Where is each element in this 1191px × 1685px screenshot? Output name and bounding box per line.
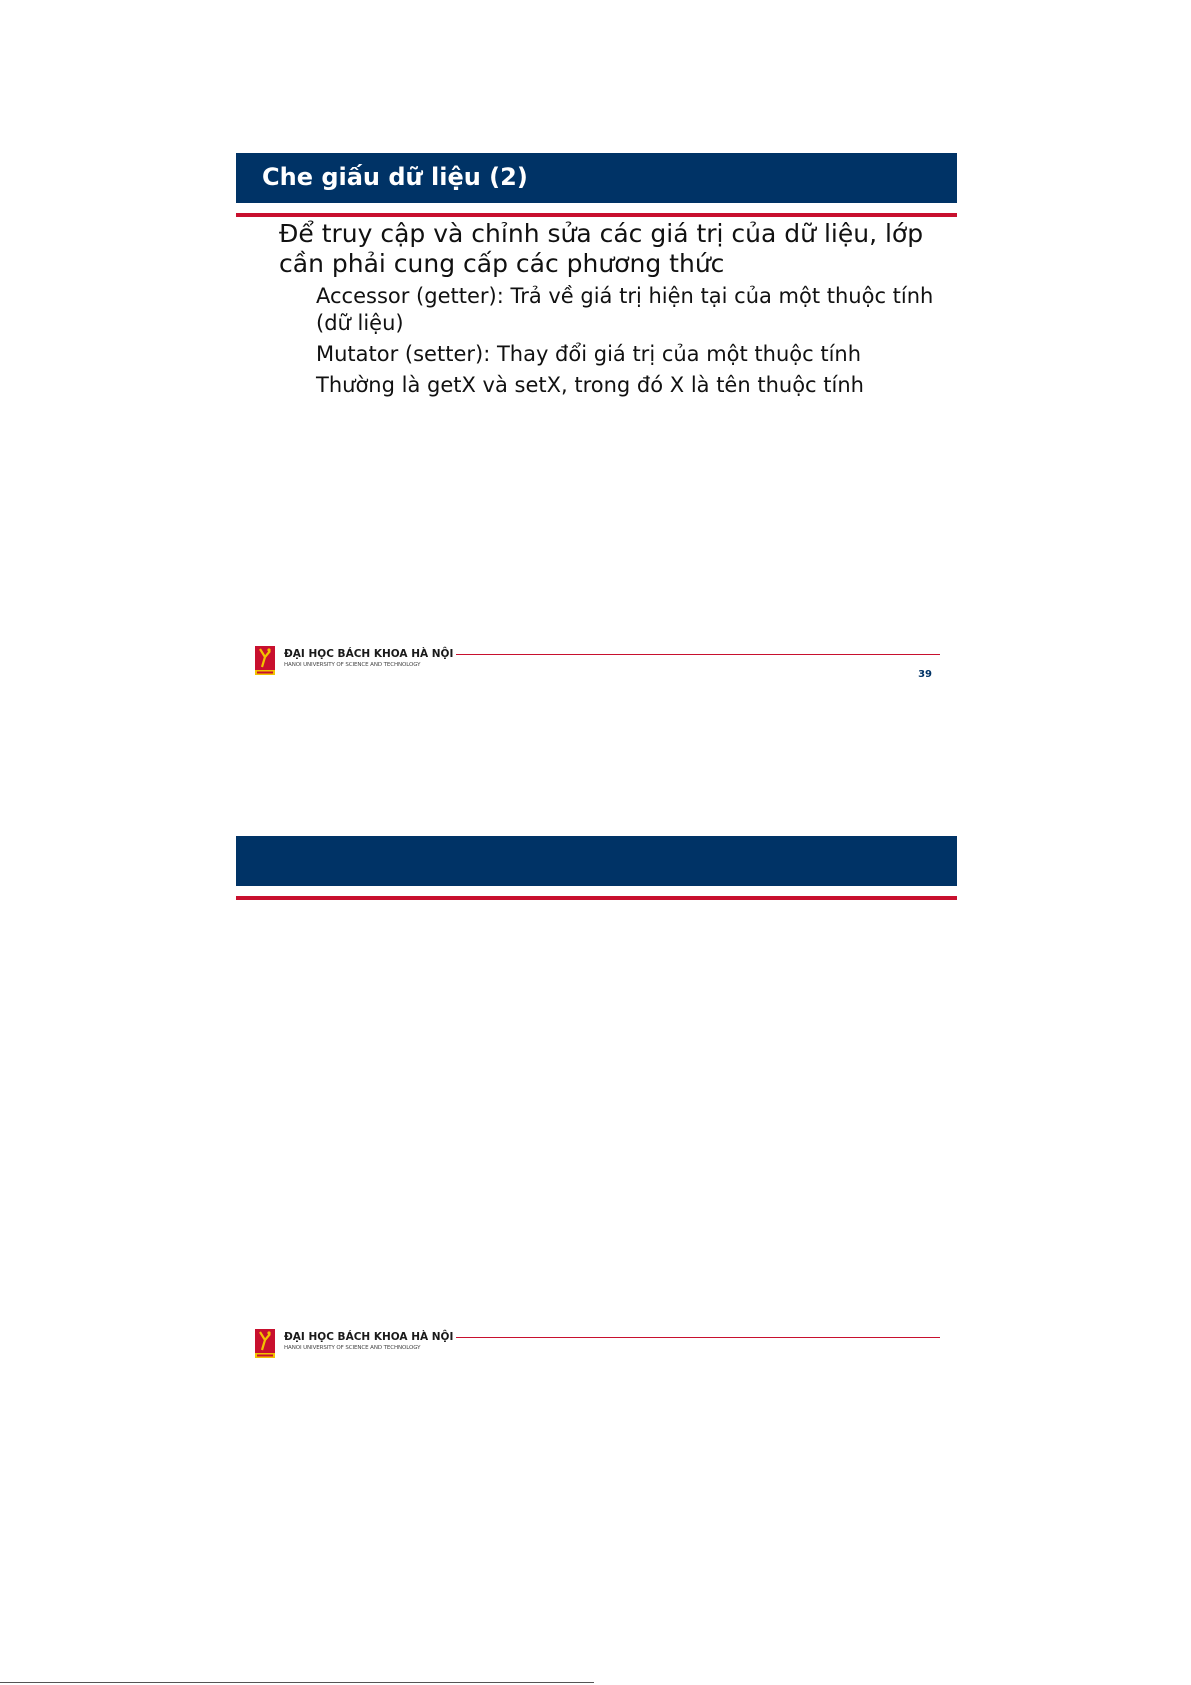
university-name-en: HANOI UNIVERSITY OF SCIENCE AND TECHNOLOGY	[284, 662, 421, 668]
slide-title: Che giấu dữ liệu (2)	[262, 163, 528, 191]
bullet-main: Để truy cập và chỉnh sửa các giá trị của dữ liệu, lớp cần phải cung cấp các phương thức	[279, 219, 924, 278]
sub-bullet-naming: Thường là getX và setX, trong đó X là tên thuộc tính	[316, 373, 864, 397]
university-name: ĐẠI HỌC BÁCH KHOA HÀ NỘI	[284, 1331, 454, 1343]
footer-divider	[456, 1337, 940, 1338]
page-bottom-rule	[0, 1682, 594, 1683]
footer-divider	[456, 654, 940, 655]
slide-40	[236, 836, 957, 1386]
sub-bullet-mutator: Mutator (setter): Thay đổi giá trị của một thuộc tính	[316, 342, 862, 366]
slide-footer	[254, 645, 940, 685]
sub-bullet-accessor: Accessor (getter): Trả về giá trị hiện tại của một thuộc tính (dữ liệu)	[316, 284, 934, 335]
slide-title-bar	[236, 836, 957, 886]
slide-content	[279, 219, 949, 403]
slide-footer	[254, 1328, 940, 1368]
title-underline	[236, 213, 957, 217]
university-logo-icon	[254, 645, 276, 676]
university-name-en: HANOI UNIVERSITY OF SCIENCE AND TECHNOLOGY	[284, 1345, 421, 1351]
title-underline	[236, 896, 957, 900]
page-number: 39	[918, 669, 932, 680]
university-name: ĐẠI HỌC BÁCH KHOA HÀ NỘI	[284, 648, 454, 660]
slide-39	[236, 153, 957, 703]
university-logo-icon	[254, 1328, 276, 1359]
slide-title-bar	[236, 153, 957, 203]
sub-bullet-list	[279, 283, 949, 399]
